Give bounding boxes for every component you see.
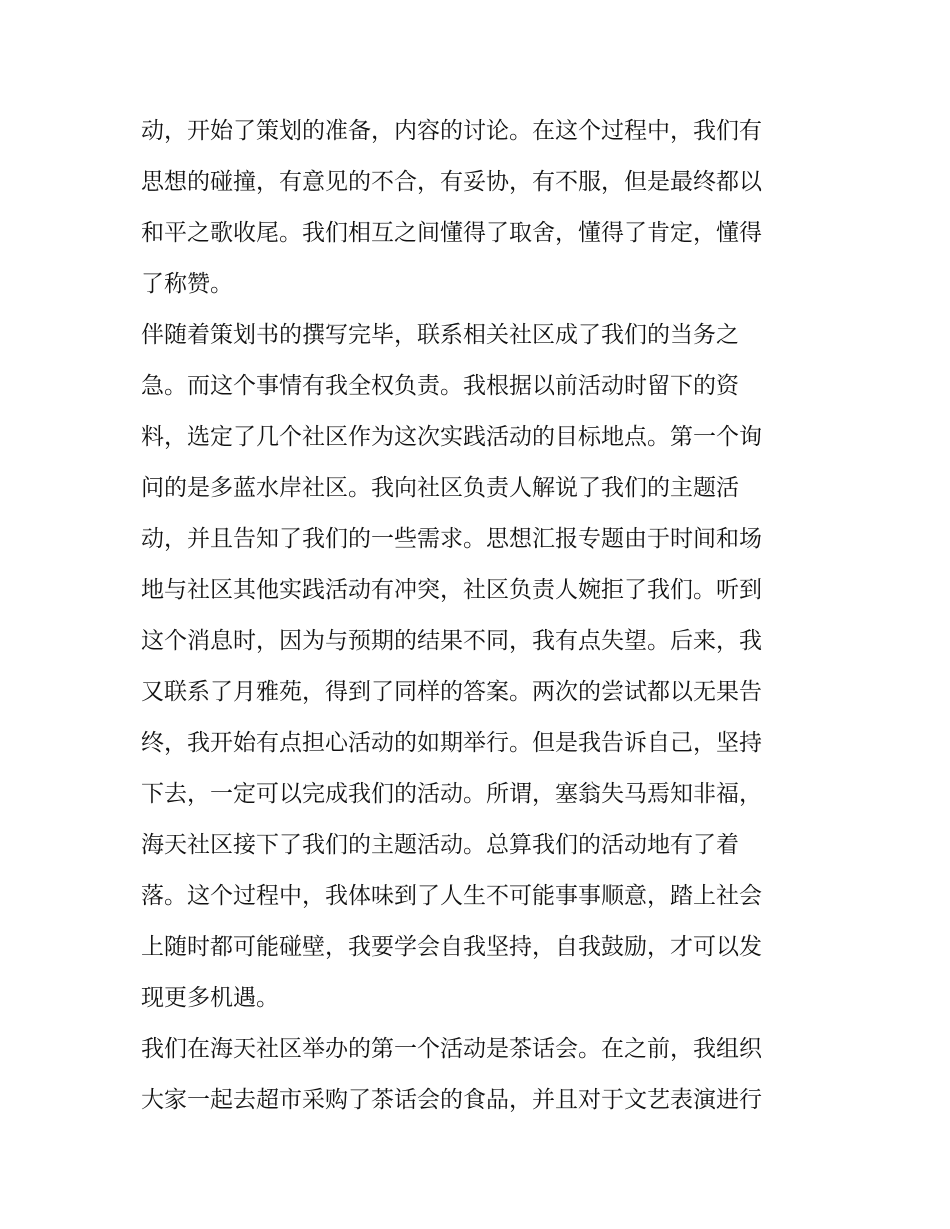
text-line: 地与社区其他实践活动有冲突，社区负责人婉拒了我们。听到 xyxy=(141,577,762,603)
text-line: 动，开始了策划的准备，内容的讨论。在这个过程中，我们有 xyxy=(141,118,762,144)
text-line: 下去，一定可以完成我们的活动。所谓，塞翁失马焉知非福， xyxy=(141,781,762,807)
text-line: 终，我开始有点担心活动的如期举行。但是我告诉自己，坚持 xyxy=(141,730,762,756)
text-line: 急。而这个事情有我全权负责。我根据以前活动时留下的资 xyxy=(141,373,739,399)
text-line: 思想的碰撞，有意见的不合，有妥协，有不服，但是最终都以 xyxy=(141,169,762,195)
paragraph-1 xyxy=(141,106,821,310)
text-line: 现更多机遇。 xyxy=(141,985,279,1011)
text-line: 海天社区接下了我们的主题活动。总算我们的活动地有了着 xyxy=(141,832,739,858)
text-line: 落。这个过程中，我体味到了人生不可能事事顺意，踏上社会 xyxy=(141,883,762,909)
text-line: 料，选定了几个社区作为这次实践活动的目标地点。第一个询 xyxy=(141,424,762,450)
paragraph-2 xyxy=(141,310,821,1024)
text-line: 了称赞。 xyxy=(141,271,233,297)
text-line: 又联系了月雅苑，得到了同样的答案。两次的尝试都以无果告 xyxy=(141,679,762,705)
text-line: 问的是多蓝水岸社区。我向社区负责人解说了我们的主题活 xyxy=(141,475,739,501)
text-line: 这个消息时，因为与预期的结果不同，我有点失望。后来，我 xyxy=(141,628,762,654)
text-line: 和平之歌收尾。我们相互之间懂得了取舍，懂得了肯定，懂得 xyxy=(141,220,762,246)
paragraph-3 xyxy=(141,1024,821,1126)
text-line: 伴随着策划书的撰写完毕，联系相关社区成了我们的当务之 xyxy=(141,322,739,348)
text-line: 上随时都可能碰壁，我要学会自我坚持，自我鼓励，才可以发 xyxy=(141,934,762,960)
document-body xyxy=(141,106,821,1126)
text-line: 大家一起去超市采购了茶话会的食品，并且对于文艺表演进行 xyxy=(141,1087,762,1113)
text-line: 动，并且告知了我们的一些需求。思想汇报专题由于时间和场 xyxy=(141,526,762,552)
text-line: 我们在海天社区举办的第一个活动是茶话会。在之前，我组织 xyxy=(141,1036,762,1062)
